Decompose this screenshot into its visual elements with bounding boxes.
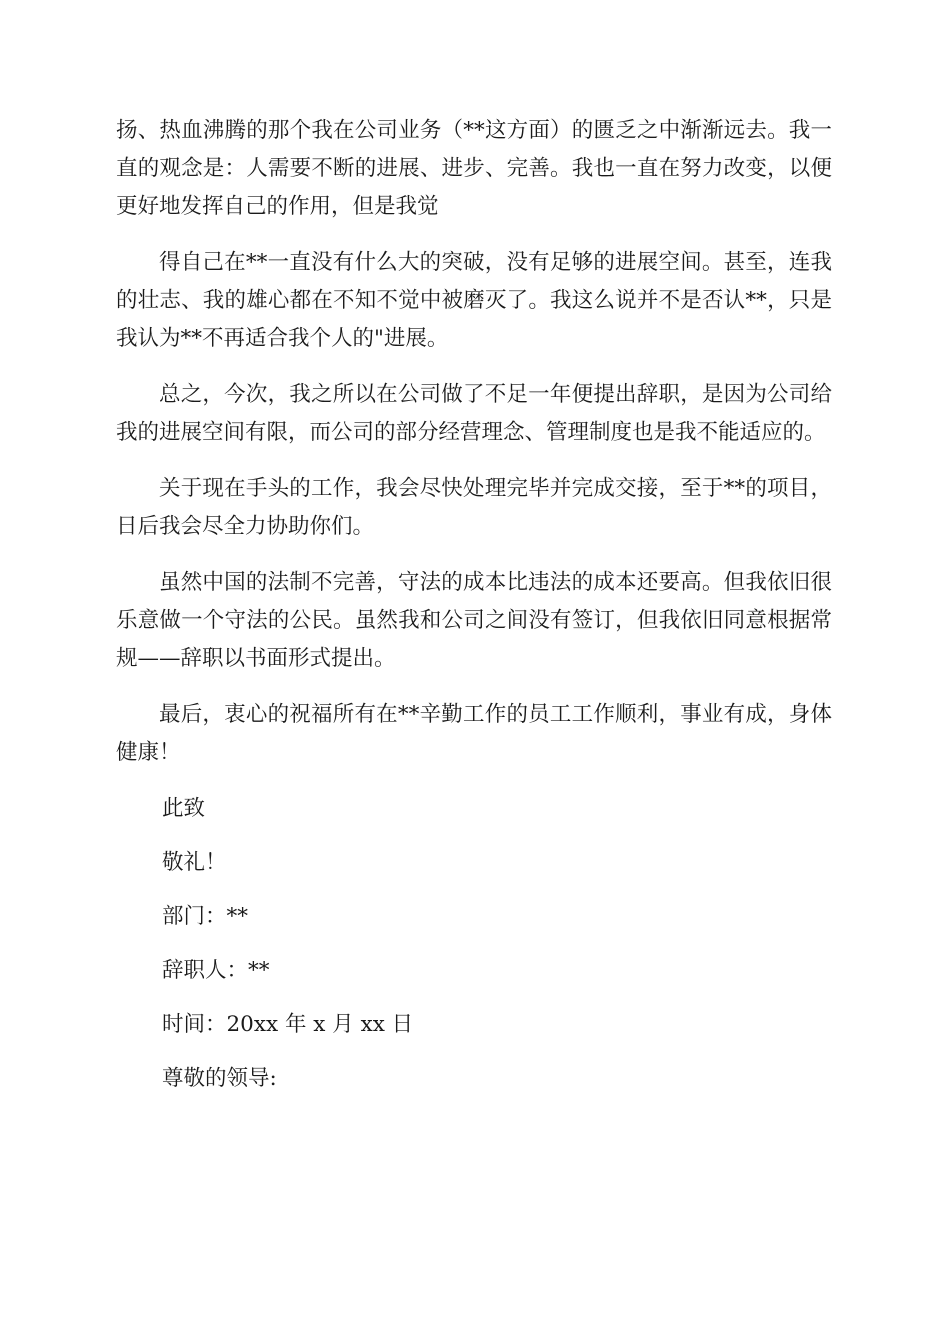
- next-letter-greeting: 尊敬的领导:: [162, 1066, 277, 1091]
- department-line: 部门：**: [162, 904, 249, 929]
- document-page: [116, 112, 832, 1114]
- body-paragraph-5: 虽然中国的法制不完善，守法的成本比违法的成本还要高。但我依旧很乐意做一个守法的公民。虽然我和公司之间没有签订，但我依旧同意根据常规——辞职以书面形式提出。: [116, 570, 832, 671]
- body-paragraph-3: 总之，今次，我之所以在公司做了不足一年便提出辞职，是因为公司给我的进展空间有限，而公司的部分经营理念、管理制度也是我不能适应的。: [116, 382, 832, 445]
- body-paragraph-6: 最后，衷心的祝福所有在**辛勤工作的员工工作顺利，事业有成，身体健康！: [116, 702, 832, 765]
- closing-salutation: 此致: [162, 796, 206, 821]
- closing-regards: 敬礼！: [162, 850, 227, 875]
- resigner-line: 辞职人：**: [162, 958, 270, 983]
- body-paragraph-4: 关于现在手头的工作，我会尽快处理完毕并完成交接，至于**的项目，日后我会尽全力协助你们。: [116, 476, 832, 539]
- body-paragraph-2: 得自己在**一直没有什么大的突破，没有足够的进展空间。甚至，连我的壮志、我的雄心都在不知不觉中被磨灭了。我这么说并不是否认**，只是我认为**不再适合我个人的"进展。: [116, 250, 832, 351]
- date-line: 时间：20xx 年 x 月 xx 日: [162, 1012, 414, 1037]
- body-paragraph-1: 扬、热血沸腾的那个我在公司业务（**这方面）的匮乏之中渐渐远去。我一直的观念是：人需要不断的进展、进步、完善。我也一直在努力改变，以便更好地发挥自己的作用，但是我觉: [116, 118, 832, 219]
